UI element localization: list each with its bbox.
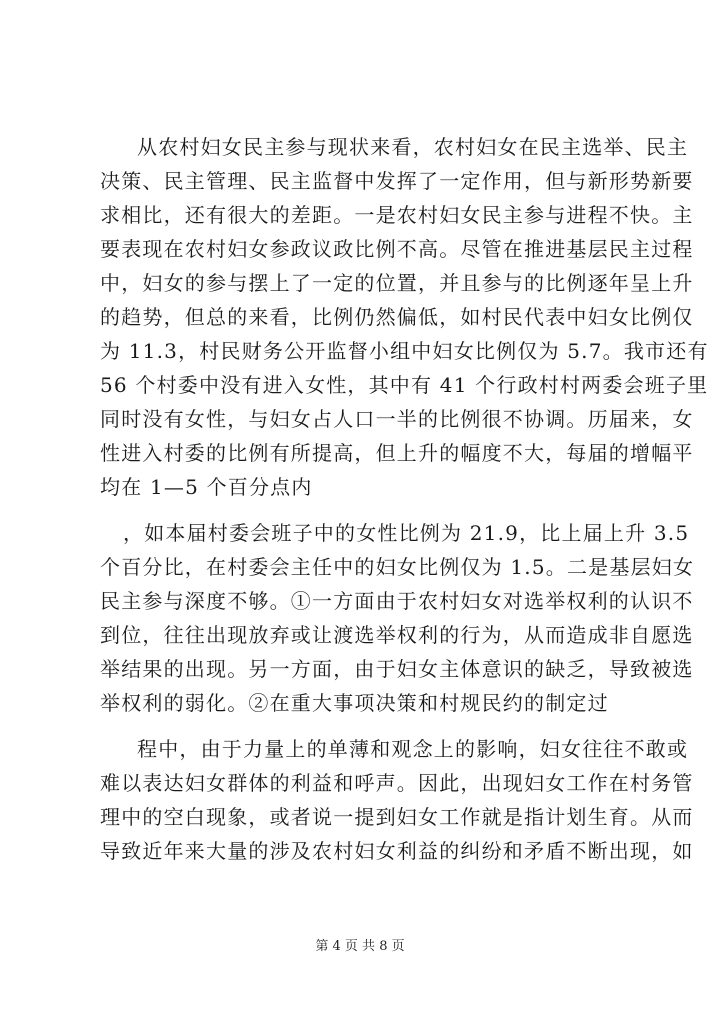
paragraph-3-line-3: 理中的空白现象，或者说一提到妇女工作就是指计划生育。从而 — [100, 805, 694, 829]
paragraph-1-line-3: 求相比，还有很大的差距。一是农村妇女民主参与进程不快。主 — [100, 203, 694, 227]
paragraph-1-line-2: 决策、民主管理、民主监督中发挥了一定作用，但与新形势新要 — [100, 169, 694, 193]
paragraph-3-line-1: 程中，由于力量上的单薄和观念上的影响，妇女往往不敢或 — [137, 737, 689, 761]
paragraph-3-line-4: 导致近年来大量的涉及农村妇女利益的纠纷和矛盾不断出现，如 — [100, 839, 694, 863]
paragraph-3-line-2: 难以表达妇女群体的利益和呼声。因此，出现妇女工作在村务管 — [100, 771, 694, 795]
paragraph-2-line-2: 个百分比，在村委会主任中的妇女比例仅为 1.5。二是基层妇女 — [100, 555, 695, 579]
paragraph-2-line-3: 民主参与深度不够。①一方面由于农村妇女对选举权利的认识不 — [100, 589, 694, 613]
paragraph-1-line-7: 为 11.3，村民财务公开监督小组中妇女比例仅为 5.7。我市还有 — [100, 339, 709, 363]
paragraph-1-line-4: 要表现在农村妇女参政议政比例不高。尽管在推进基层民主过程 — [100, 237, 694, 261]
paragraph-1-line-1: 从农村妇女民主参与现状来看，农村妇女在民主选举、民主 — [137, 135, 689, 159]
paragraph-1-line-9: 同时没有女性，与妇女占人口一半的比例很不协调。历届来，女 — [100, 407, 694, 431]
paragraph-2-line-1: ，如本届村委会班子中的女性比例为 21.9，比上届上升 3.5 — [123, 521, 690, 545]
paragraph-1-line-8: 56 个村委中没有进入女性，其中有 41 个行政村村两委会班子里 — [100, 373, 709, 397]
paragraph-1-line-10: 性进入村委的比例有所提高，但上升的幅度不大，每届的增幅平 — [100, 441, 694, 465]
paragraph-1-line-6: 的趋势，但总的来看，比例仍然偏低，如村民代表中妇女比例仅 — [100, 305, 694, 329]
paragraph-1-line-5: 中，妇女的参与摆上了一定的位置，并且参与的比例逐年呈上升 — [100, 271, 694, 295]
paragraph-1-line-11: 均在 1—5 个百分点内 — [100, 475, 313, 499]
paragraph-2-line-5: 举结果的出现。另一方面，由于妇女主体意识的缺乏，导致被选 — [100, 657, 694, 681]
page-number-footer: 第 4 页 共 8 页 — [315, 939, 405, 954]
paragraph-2-line-6: 举权利的弱化。②在重大事项决策和村规民约的制定过 — [100, 691, 609, 715]
paragraph-2-line-4: 到位，往往出现放弃或让渡选举权利的行为，从而造成非自愿选 — [100, 623, 694, 647]
